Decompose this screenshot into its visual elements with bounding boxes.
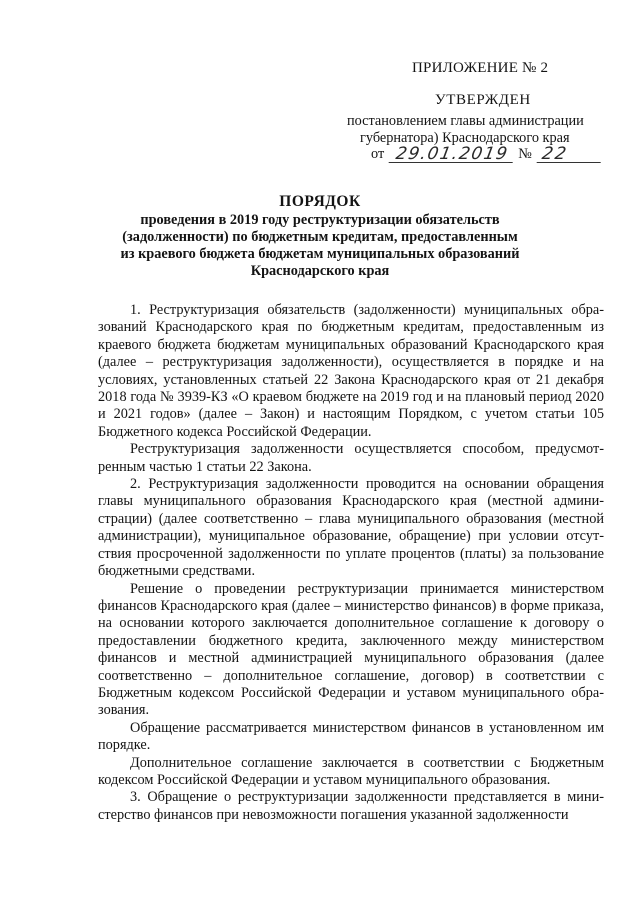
approved-by-line-2: губернатора) Краснодарского края [360,130,570,146]
appendix-label: ПРИЛОЖЕНИЕ № 2 [412,60,549,76]
paragraph-2: Реструктуризация задолженности осуществляется способом, предусмотренным частью 1 статьи 22 Закона. [98,441,604,475]
approved-label: УТВЕРЖДЕН [435,92,531,108]
approved-by-line-1: постановлением главы администрации [347,113,584,129]
document-body [98,302,604,824]
paragraph-3: 2. Реструктуризация задолженности проводится на основании обращения главы муниципального образования Краснодарского края (местной администрации) (далее соответственно – глава муниципального образования (местной администрации), муниципальное образование, обращение) при условии отсутствия просроченной задолженности по уплате процентов (платы) за пользование бюджетными средствами. [98,476,604,580]
paragraph-6: Дополнительное соглашение заключается в соответствии с Бюджетным кодексом Российской Федерации и уставом муниципального образования. [98,754,604,788]
number-sign: № [518,146,532,162]
paragraph-4: Решение о проведении реструктуризации принимается министерством финансов Краснодарского края (далее – министерство финансов) в форме приказа, на основании которого заключается дополнительное соглашение к договору о предоставлении бюджетного кредита, заключенного между министерством финансов и местной администрацией муниципального образования (далее соответственно – дополнительное соглашение, договор) в соответствии с Бюджетным кодексом Российской Федерации и уставом муниципального образования. [98,580,604,719]
title-line-4: Краснодарского края [250,263,390,279]
paragraph-7: 3. Обращение о реструктуризации задолженности представляется в министерство финансов при невозможности погашения указанной задолженности [98,789,604,823]
title-line-3: из краевого бюджета бюджетам муниципальных образований [120,246,520,262]
title-line-1: проведения в 2019 году реструктуризации обязательств [140,212,500,228]
document-title: ПОРЯДОК [279,193,361,210]
title-line-2: (задолженности) по бюджетным кредитам, предоставленным [122,229,518,245]
handwritten-date: 29.01.2019 [389,147,516,163]
date-prefix: от [371,146,385,162]
paragraph-5: Обращение рассматривается министерством финансов в установленном им порядке. [98,719,604,754]
handwritten-number: 22 [536,147,603,163]
resolution-date-row [371,146,602,163]
paragraph-1: 1. Реструктуризация обязательств (задолженности) муниципальных образований Краснодарского края по бюджетным кредитам, предоставленным из краевого бюджета бюджетам муниципальных образований Краснодарского края (далее – реструктуризация задолженности), осуществляется в порядке и на условиях, установленных статьей 22 Закона Краснодарского края от 21 декабря 2018 года № 3939-КЗ «О краевом бюджете на 2019 год и на плановый период 2020 и 2021 годов» (далее – Закон) и настоящим Порядком, с учетом статьи 105 Бюджетного кодекса Российской Федерации. [98,302,604,440]
